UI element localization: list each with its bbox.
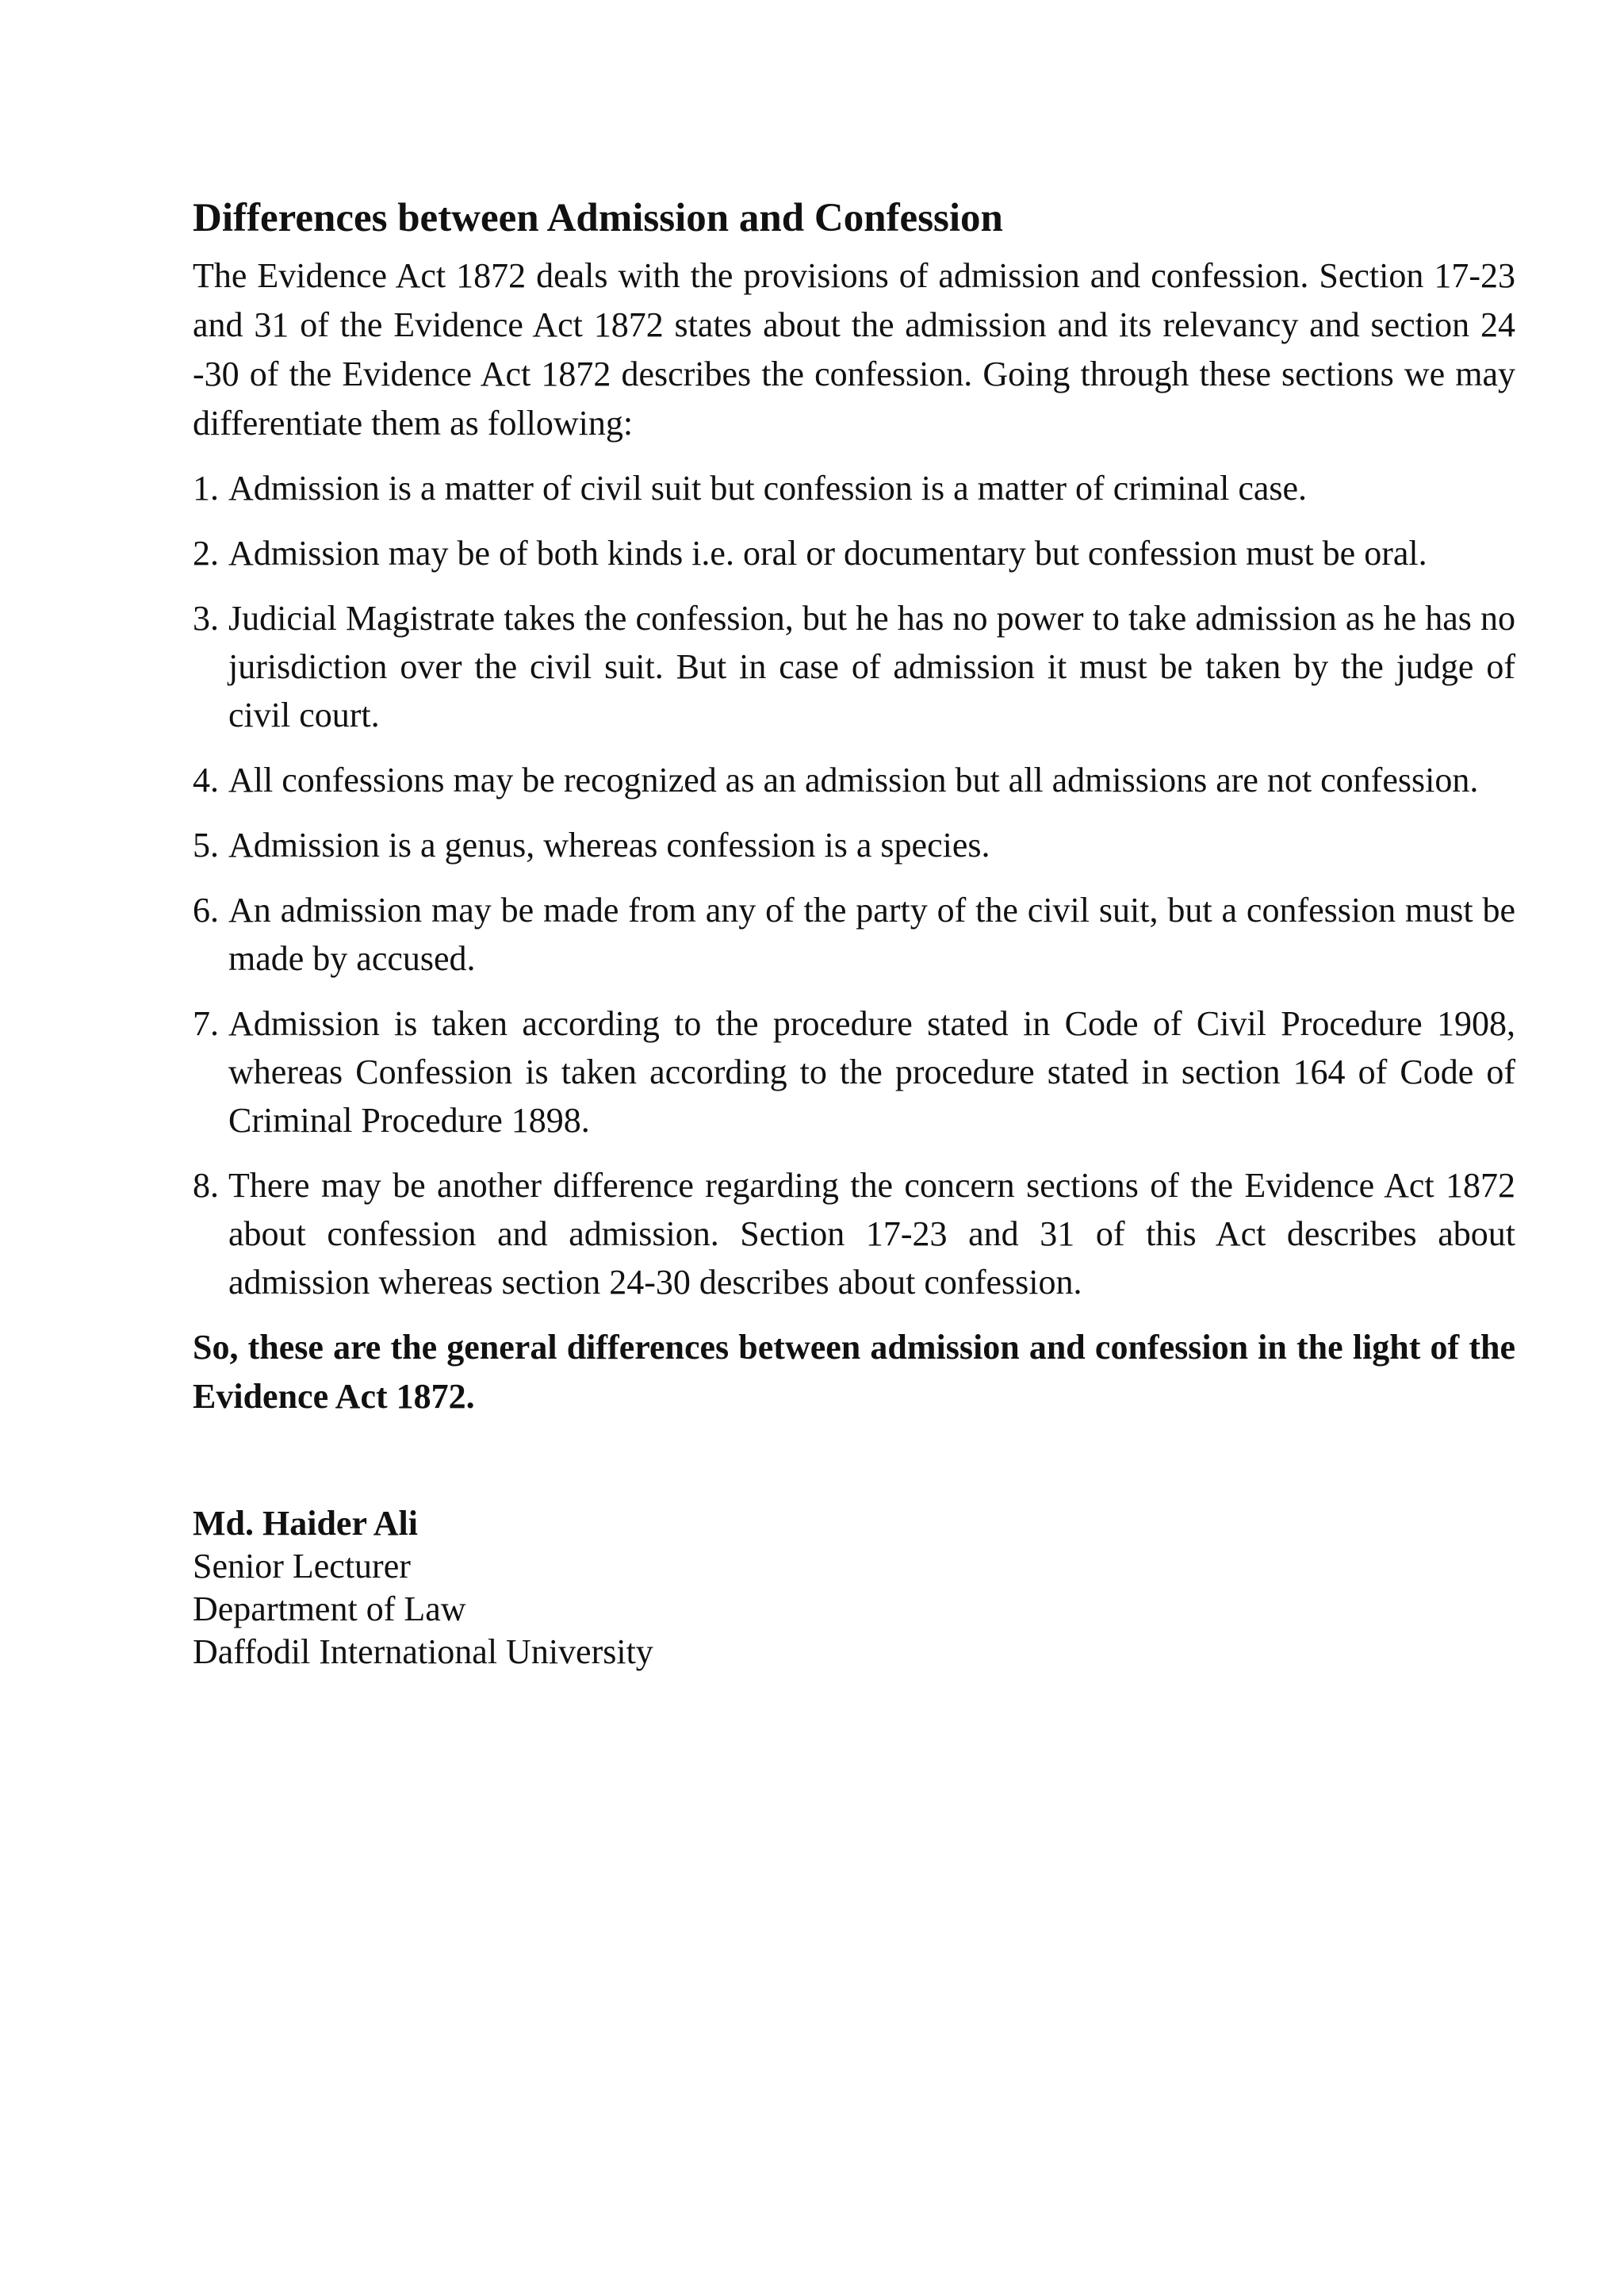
list-item-text: An admission may be made from any of the party of the civil suit, but a confession must be made by accused. — [228, 891, 1515, 978]
list-item-number: 8. — [193, 1166, 219, 1205]
list-item-text: Admission may be of both kinds i.e. oral or documentary but confession must be oral. — [228, 534, 1427, 573]
list-item-number: 4. — [193, 761, 219, 799]
list-item-number: 5. — [193, 826, 219, 865]
list-item-number: 6. — [193, 891, 219, 930]
list-item-text: Judicial Magistrate takes the confession, but he has no power to take admission as he has no jurisdiction over the civil suit. But in case of admission it must be taken by the judge of civil court. — [228, 599, 1515, 734]
list-item — [193, 999, 1515, 1145]
author-department: Department of Law — [193, 1589, 466, 1628]
author-signature-block — [193, 1502, 1515, 1674]
list-item-number: 2. — [193, 534, 219, 573]
author-name: Md. Haider Ali — [193, 1504, 418, 1543]
list-item — [193, 821, 1515, 869]
list-item-text: Admission is taken according to the procedure stated in Code of Civil Procedure 1908, whereas Confession is taken according to the procedure stated in section 164 of Code of Criminal Procedure 1898. — [228, 1004, 1515, 1140]
conclusion-paragraph: So, these are the general differences between admission and confession in the light of the Evidence Act 1872. — [193, 1328, 1515, 1416]
list-item-text: Admission is a matter of civil suit but confession is a matter of criminal case. — [228, 469, 1308, 508]
document-title: Differences between Admission and Confession — [193, 196, 1003, 240]
author-institution: Daffodil International University — [193, 1632, 653, 1671]
list-item — [193, 756, 1515, 804]
list-item — [193, 886, 1515, 983]
list-item — [193, 464, 1515, 512]
document-page — [193, 186, 1515, 1674]
differences-list — [193, 464, 1515, 1306]
list-item-text: Admission is a genus, whereas confession is a species. — [228, 826, 990, 865]
intro-paragraph: The Evidence Act 1872 deals with the provisions of admission and confession. Section 17-23 and 31 of the Evidence Act 1872 states about the admission and its relevancy and section 24 -30 of the Evidence Act 1872 describes the confession. Going through these sections we may differentiate them as following: — [193, 256, 1515, 443]
list-item-text: There may be another difference regarding the concern sections of the Evidence Act 1872 about confession and admission. Section 17-23 and 31 of this Act describes about admission whereas section 24-30 describes about confession. — [228, 1166, 1515, 1302]
list-item-number: 3. — [193, 599, 219, 638]
list-item-text: All confessions may be recognized as an admission but all admissions are not confession. — [228, 761, 1479, 799]
list-item-number: 7. — [193, 1004, 219, 1043]
list-item — [193, 1161, 1515, 1306]
list-item-number: 1. — [193, 469, 219, 508]
author-position: Senior Lecturer — [193, 1547, 411, 1586]
list-item — [193, 594, 1515, 739]
list-item — [193, 529, 1515, 577]
